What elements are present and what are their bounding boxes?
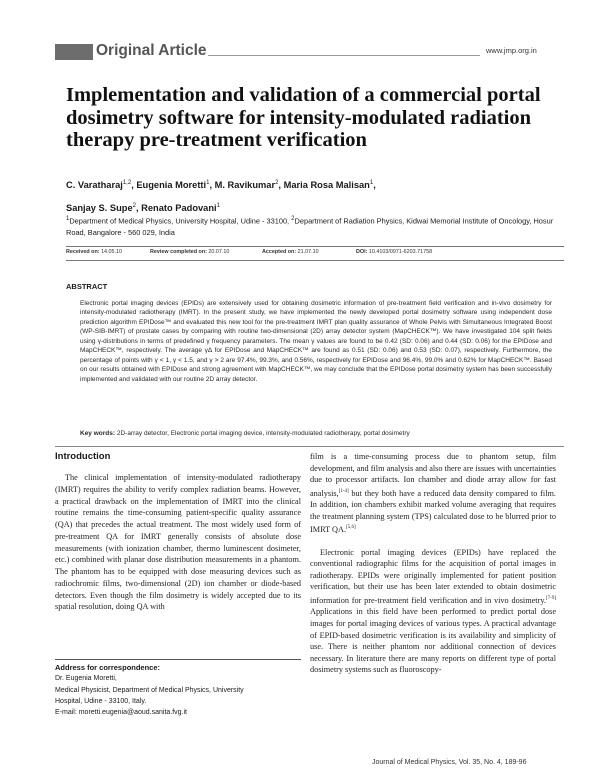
author-affil-sup: 2 <box>275 180 279 186</box>
received-label: Received on: <box>66 249 100 255</box>
author-affil-sup: 1,2 <box>122 180 132 186</box>
review-label: Review completed on: <box>150 249 207 255</box>
section-separator <box>55 446 564 447</box>
keywords-label: Key words: <box>80 430 116 437</box>
paragraph-text: but they both have a reduced data density compared to film. In addition, ion chambers exhibit marked volume averaging that requires the treatment planning system (TPS) calculated dose to be blurred prior to IMRT QA. <box>310 488 556 535</box>
author-name: M. Ravikumar <box>214 180 276 191</box>
citation-ref[interactable]: [7-9] <box>546 596 556 602</box>
author-affil-sup: 1 <box>369 180 374 186</box>
introduction-heading: Introduction <box>55 451 111 462</box>
author-name: Eugenia Moretti <box>136 180 207 191</box>
journal-url[interactable]: www.jmp.org.in <box>486 46 537 55</box>
author-name: C. Varatharaj <box>66 180 123 191</box>
author-affil-sup: 1 <box>216 203 220 210</box>
affil-text-1: Department of Medical Physics, University Hospital, Udine - 33100, <box>69 216 292 226</box>
citation-ref[interactable]: [5,6] <box>346 525 356 531</box>
intro-paragraph-right-1 <box>310 451 556 536</box>
paragraph-text: Applications in this field have been performed to predict portal dose images for portal imaging devices of various types. A practical advantage of EPID-based dosimetric verification is its availability and simplicity of use. There is neither phantom nor additional connection of devices necessary. In literature there are many reports on different type of portal dosimetry systems such as fluoroscopy- <box>310 607 556 675</box>
right-column <box>310 451 556 676</box>
accepted-label: Accepted on: <box>262 249 297 255</box>
dates-rule-bottom <box>66 260 564 261</box>
journal-citation-footer: Journal of Medical Physics, Vol. 35, No. 4, 189-96 <box>372 759 527 766</box>
abstract-heading: ABSTRACT <box>66 282 108 291</box>
citation-ref[interactable]: [1-4] <box>338 488 349 494</box>
paper-title: Implementation and validation of a commercial portal dosimetry software for intensity-modulated radiation therapy pre-treatment verification <box>66 84 541 151</box>
correspondence-rule <box>55 659 301 660</box>
author-line-2: Sanjay S. Supe$^2$, Renato Padovani$^1$ <box>66 203 220 214</box>
paragraph-text: Electronic portal imaging devices (EPIDs) have replaced the conventional radiographic films for the acquisition of portal images in radiotherapy. EPIDs were originally implemented for patient position verification, but their use has been later extended to obtain dosimetric information for pre-treatment field verification and in vivo dosimetry. <box>310 547 556 605</box>
correspondence-name: Dr. Eugenia Moretti, <box>55 675 117 683</box>
received-date <box>66 249 122 255</box>
received-value: 14.05.10 <box>101 249 123 255</box>
author-list <box>66 173 566 219</box>
author-name: Renato Padovani <box>141 203 217 214</box>
review-value: 20.07.10 <box>208 249 230 255</box>
affil-sup: 2 <box>291 216 295 222</box>
author-name: Sanjay S. Supe <box>66 203 133 214</box>
header-rule <box>208 55 480 56</box>
intro-paragraph-right-2 <box>310 547 556 676</box>
author-line-1: C. Varatharaj$^{1,2}$, Eugenia Moretti$^1$, M. Ravikumar$^2$, Maria Rosa Malisan$^1$, <box>66 180 376 191</box>
doi-value[interactable]: 10.4103/0971-6203.71758 <box>368 249 433 255</box>
correspondence-heading: Address for correspondence: <box>55 663 161 672</box>
author-name: Maria Rosa Malisan <box>283 180 370 191</box>
doi-label: DOI: <box>356 249 368 255</box>
correspondence-block <box>55 662 301 718</box>
review-date <box>150 249 229 255</box>
correspondence-dept: Medical Physicist, Department of Medical Physics, University <box>55 686 244 694</box>
doi <box>356 249 432 255</box>
affil-text-2: Department of Radiation Physics, Kidwai Memorial Institute of Oncology, Hosur Road, Bangalore - 560 029, India <box>66 216 554 237</box>
paragraph-text: film is a time-consuming process due to phantom setup, film development, and film analysis and also there are issues with uncertainties due to processor artifacts. Ion chamber and diode array allow for fast analysis, <box>310 452 556 498</box>
correspondence-hospital: Hospital, Udine - 33100, Italy. <box>55 697 147 705</box>
author-affil-sup: 1 <box>206 180 210 186</box>
accepted-value: 21.07.10 <box>297 249 319 255</box>
header-bar <box>55 44 93 60</box>
keywords-text: 2D-array detector, Electronic portal imaging device, intensity-modulated radiotherapy, portal dosimetry <box>116 430 410 437</box>
affil-sup: 1 <box>66 216 70 222</box>
left-column <box>55 472 301 613</box>
article-type-label: Original Article <box>96 42 207 59</box>
keywords <box>80 430 552 437</box>
author-affil-sup: 2 <box>132 203 136 210</box>
correspondence-email[interactable]: E-mail: moretti.eugenia@aoud.sanita.fvg.it <box>55 709 188 717</box>
abstract-body: Electronic portal imaging devices (EPIDs) are extensively used for obtaining dosimetric information of pre-treatment field verification and in-vivo dosimetry for intensity-modulated radiotherapy (IMRT). In the present study, we have implemented the newly developed portal dosimetry software using independent dose prediction algorithm EPIDose™ and evaluated this new tool for the pre-treatment IMRT plan quality assurance of Whole Pelvis with Simultaneous Integrated Boost (WP-SIB-IMRT) of prostate cases by comparing with routine two-dimensional (2D) array detector system (MapCHECK™). We have investigated 104 split fields using γ-distributions in terms of predefined γ frequency parameters. The mean γ values are found to be 0.42 (SD: 0.06) and 0.44 (SD: 0.06) for the EPIDose and MapCHECK™, respectively. The average γΔ for EPIDose and MapCHECK™ are found as 0.51 (SD: 0.06) and 0.53 (SD: 0.07), respectively. Furthermore, the percentage of points with γ < 1, γ < 1.5, and γ > 2 are 97.4%, 99.3%, and 0.56%, respectively for EPIDose and 96.4%, 99.0% and 0.62% for MapCHECK™. Based on our results obtained with EPIDose and strong agreement with MapCHECK™, we may conclude that the EPIDose portal dosimetry system has been successfully implemented and validated with our routine 2D array detector. <box>80 300 552 383</box>
affiliations <box>66 214 566 238</box>
accepted-date <box>262 249 319 255</box>
dates-rule-top <box>66 246 564 247</box>
intro-paragraph-left: The clinical implementation of intensity-modulated radiotherapy (IMRT) requires the ability to verify complex radiation beams. However, a practical drawback on the implementation of IMRT into the clinical routine remains the time-consuming patient-specific quality assurance (QA) that precedes the actual treatment. The most widely used form of pre-treatment QA for IMRT generally consists of absolute dose measurements (with ionization chamber, thermo luminescent dosimeter, etc.) combined with planar dose distribution measurements in a phantom. The phantom has to be equipped with dose measuring devices such as radiochromic films, two-dimensional (2D) ion chamber or diode-based detectors. Even though the film dosimetry is widely accepted due to its spatial resolution, doing QA with <box>55 473 301 612</box>
